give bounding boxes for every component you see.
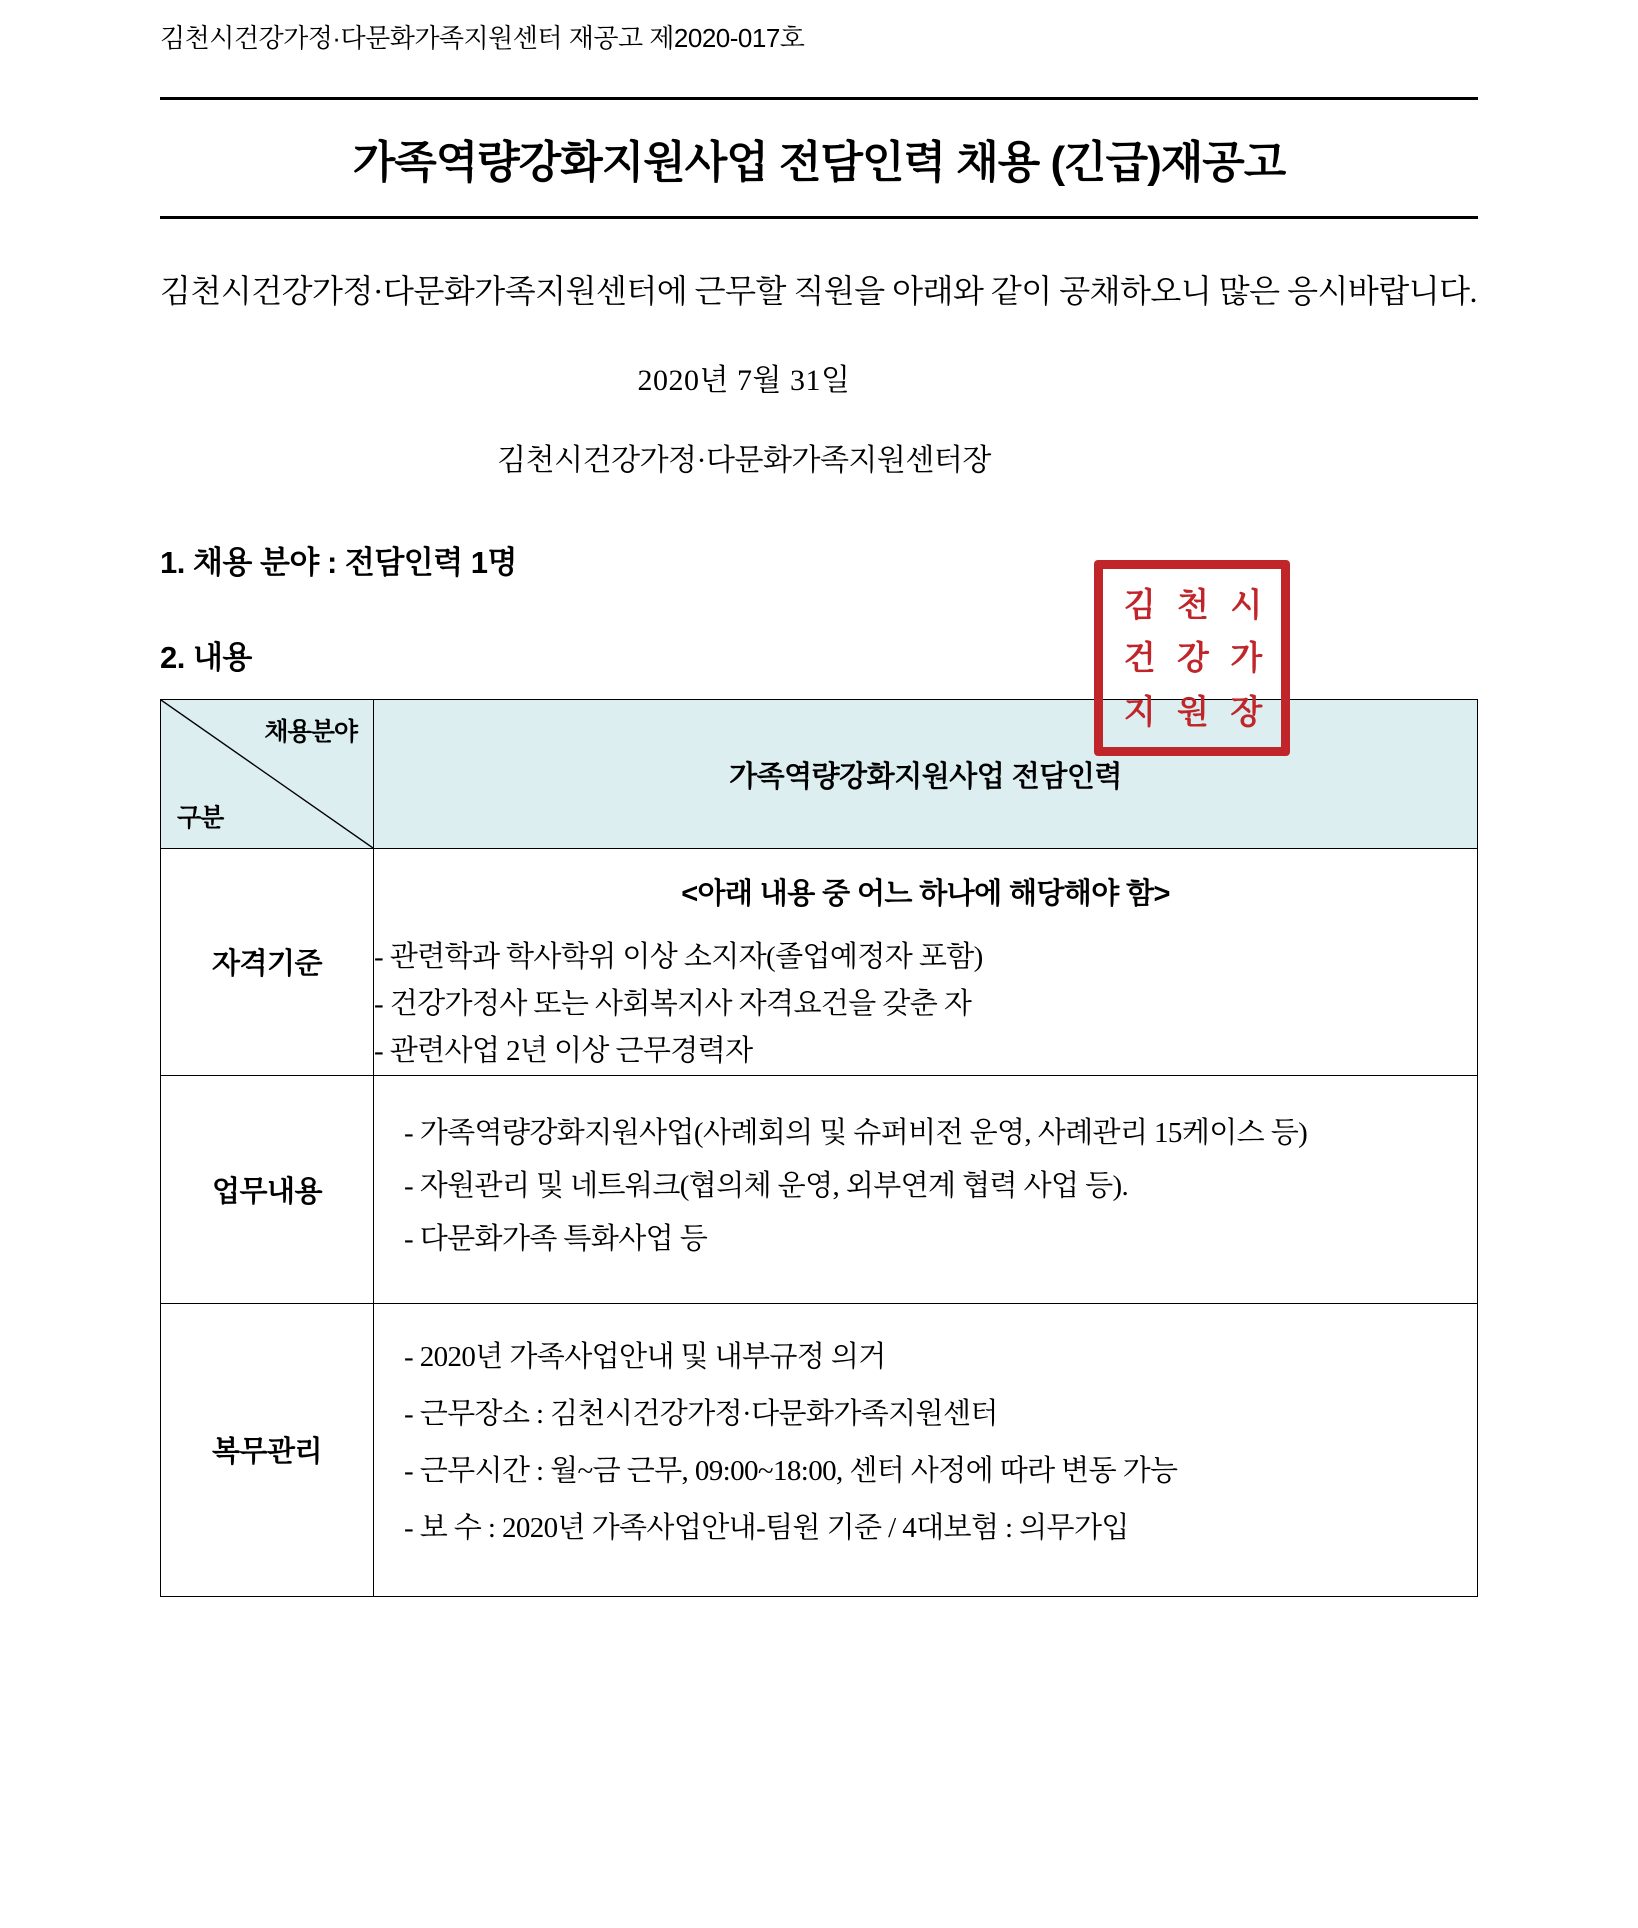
table-corner-cell (161, 700, 374, 849)
seal-char: 건 (1123, 639, 1154, 677)
row-label-duties: 업무내용 (161, 1075, 374, 1303)
seal-char: 가 (1230, 639, 1261, 677)
table-row (161, 849, 1478, 1076)
row-label-qualification: 자격기준 (161, 849, 374, 1076)
list-item: - 자원관리 및 네트워크(협의체 운영, 외부연계 협력 사업 등). (404, 1169, 1129, 1202)
intro-paragraph: 김천시건강가정·다문화가족지원센터에 근무할 직원을 아래와 같이 공채하오니 많은 응시바랍니다. (160, 273, 1478, 309)
row-content-duties (374, 1075, 1478, 1303)
qualification-note: <아래 내용 중 어느 하나에 해당해야 함> (681, 878, 1170, 910)
seal-char: 지 (1123, 692, 1154, 730)
list-item: - 2020년 가족사업안내 및 내부규정 의거 (404, 1340, 886, 1373)
seal-char: 김 (1123, 586, 1154, 624)
list-item: - 가족역량강화지원사업(사례회의 및 슈퍼비전 운영, 사례관리 15케이스 등) (404, 1116, 1308, 1149)
list-item: - 근무시간 : 월~금 근무, 09:00~18:00, 센터 사정에 따라 변동 가능 (404, 1454, 1178, 1487)
row-content-qualification (374, 849, 1478, 1076)
recruitment-details-table (160, 699, 1478, 1597)
seal-char: 천 (1177, 586, 1207, 624)
official-seal-stamp (1094, 560, 1290, 756)
table-row (161, 1075, 1478, 1303)
table-column-header: 가족역량강화지원사업 전담인력 (374, 700, 1478, 849)
list-item: - 건강가정사 또는 사회복지사 자격요건을 갖춘 자 (374, 987, 972, 1020)
section-heading-content: 2. 내용 (160, 640, 252, 675)
document-header-notice: 김천시건강가정·다문화가족지원센터 재공고 제2020-017호 (160, 23, 805, 53)
list-item: - 보 수 : 2020년 가족사업안내-팀원 기준 / 4대보험 : 의무가입 (404, 1511, 1129, 1544)
seal-char: 시 (1230, 586, 1261, 624)
page-title: 가족역량강화지원사업 전담인력 채용 (긴급)재공고 (352, 138, 1286, 187)
list-item: - 근무장소 : 김천시건강가정·다문화가족지원센터 (404, 1397, 998, 1430)
issuing-organization: 김천시건강가정·다문화가족지원센터장 (497, 444, 991, 477)
title-block (160, 97, 1478, 219)
corner-label-category: 구분 (177, 804, 224, 832)
corner-label-field: 채용분야 (264, 718, 357, 746)
list-item: - 다문화가족 특화사업 등 (404, 1222, 708, 1255)
seal-char: 장 (1230, 692, 1261, 730)
issue-date: 2020년 7월 31일 (637, 364, 851, 397)
seal-char: 원 (1177, 692, 1207, 730)
section-heading-recruitment-field: 1. 채용 분야 : 전담인력 1명 (160, 545, 517, 580)
table-row (161, 1303, 1478, 1596)
row-label-service-management: 복무관리 (161, 1303, 374, 1596)
seal-character-grid (1112, 578, 1272, 738)
list-item: - 관련학과 학사학위 이상 소지자(졸업예정자 포함) (374, 940, 983, 973)
seal-char: 강 (1177, 639, 1207, 677)
list-item: - 관련사업 2년 이상 근무경력자 (374, 1034, 753, 1067)
row-content-service-management (374, 1303, 1478, 1596)
